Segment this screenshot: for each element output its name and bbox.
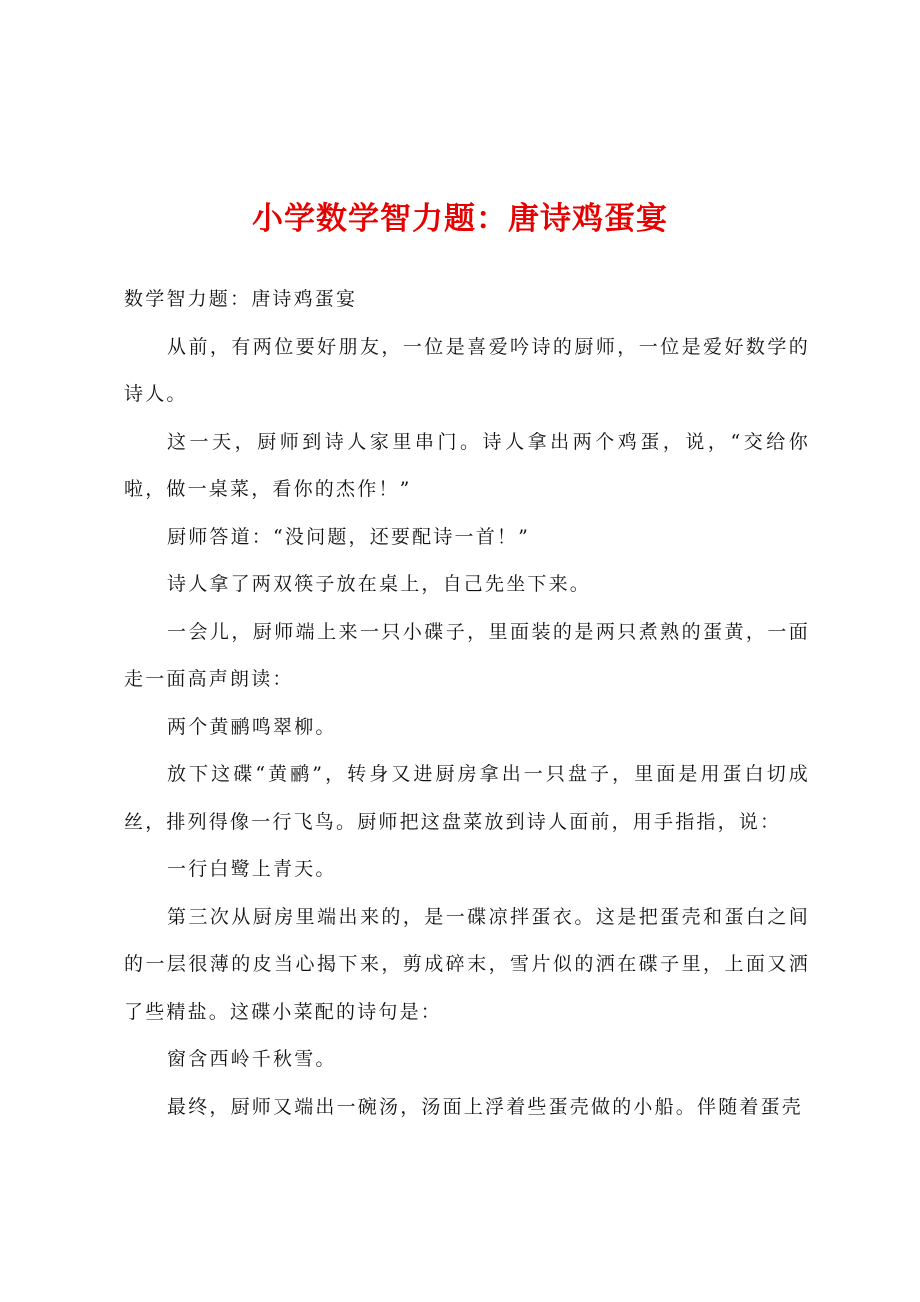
paragraph: 这一天，厨师到诗人家里串门。诗人拿出两个鸡蛋，说，“交给你啦，做一桌菜，看你的杰作！” <box>124 430 810 500</box>
paragraph: 从前，有两位要好朋友，一位是喜爱吟诗的厨师，一位是爱好数学的诗人。 <box>124 335 810 405</box>
paragraph: 诗人拿了两双筷子放在桌上，自己先坐下来。 <box>167 573 592 595</box>
document-body <box>124 276 810 1131</box>
poem-line: 窗含西岭千秋雪。 <box>167 1048 337 1070</box>
paragraph: 第三次从厨房里端出来的，是一碟凉拌蛋衣。这是把蛋壳和蛋白之间的一层很薄的皮当心揭下来，剪成碎末，雪片似的洒在碟子里，上面又洒了些精盐。这碟小菜配的诗句是： <box>124 905 810 1023</box>
paragraph: 厨师答道：“没问题，还要配诗一首！” <box>167 525 531 548</box>
document-title: 小学数学智力题：唐诗鸡蛋宴 <box>252 201 668 237</box>
poem-line: 一行白鹭上青天。 <box>167 858 337 880</box>
poem-line: 两个黄鹂鸣翠柳。 <box>167 715 337 738</box>
paragraph: 最终，厨师又端出一碗汤，汤面上浮着些蛋壳做的小船。伴随着蛋壳 <box>167 1095 804 1118</box>
paragraph: 放下这碟“黄鹂”，转身又进厨房拿出一只盘子，里面是用蛋白切成丝，排列得像一行飞鸟。厨师把这盘菜放到诗人面前，用手指指，说： <box>124 763 810 833</box>
document-subtitle: 数学智力题：唐诗鸡蛋宴 <box>124 288 358 310</box>
paragraph: 一会儿，厨师端上来一只小碟子，里面装的是两只煮熟的蛋黄，一面走一面高声朗读： <box>124 620 810 690</box>
